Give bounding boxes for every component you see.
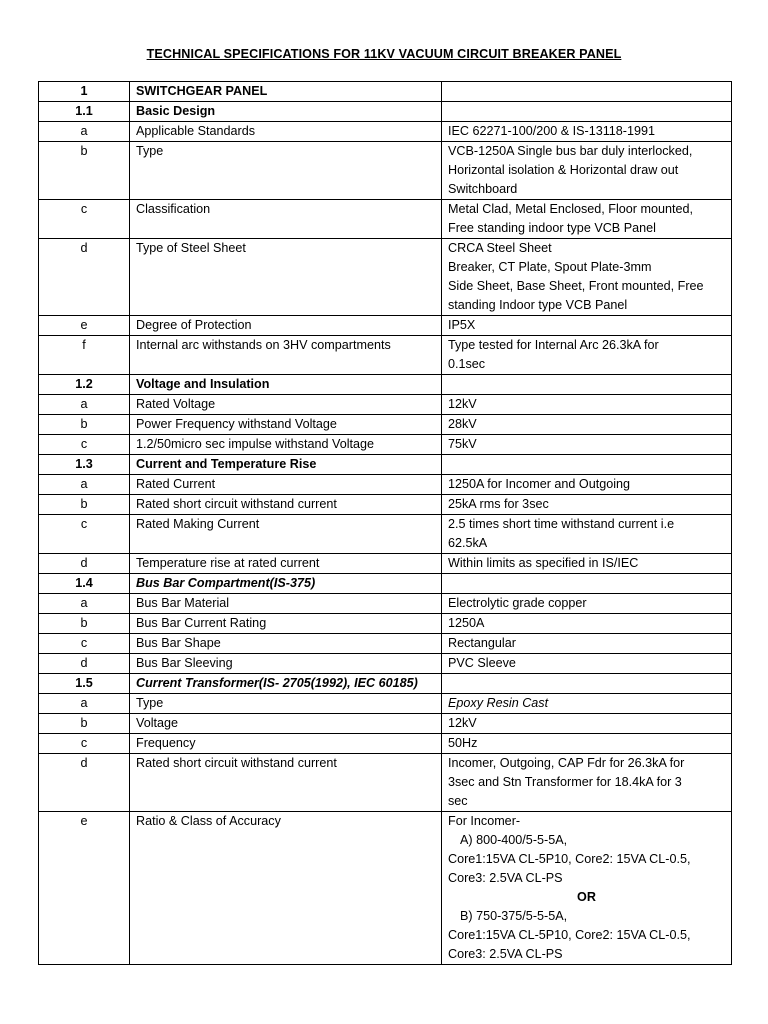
row-value: [442, 554, 732, 574]
row-value: [442, 395, 732, 415]
row-label: Type: [130, 142, 442, 200]
table-row: [39, 415, 732, 435]
row-number: a: [39, 475, 130, 495]
row-value: [442, 239, 732, 316]
table-row: [39, 554, 732, 574]
section-row: [39, 375, 732, 395]
value-line: Core3: 2.5VA CL-PS: [448, 871, 563, 885]
value-line: Breaker, CT Plate, Spout Plate-3mm: [448, 260, 652, 274]
value-line: Switchboard: [448, 182, 518, 196]
row-number: a: [39, 122, 130, 142]
value-line: B) 750-375/5-5-5A,: [460, 909, 568, 923]
value-line: 75kV: [448, 437, 477, 451]
value-line: For Incomer-: [448, 814, 521, 828]
spec-table-body: [39, 82, 732, 965]
row-label: Rated Voltage: [130, 395, 442, 415]
row-label: Bus Bar Sleeving: [130, 654, 442, 674]
row-number: c: [39, 634, 130, 654]
row-value: [442, 316, 732, 336]
row-label: Classification: [130, 200, 442, 239]
row-label: Type of Steel Sheet: [130, 239, 442, 316]
row-number: b: [39, 495, 130, 515]
row-value: [442, 336, 732, 375]
table-row: [39, 495, 732, 515]
row-value: [442, 714, 732, 734]
value-line: Rectangular: [448, 636, 516, 650]
row-value: [442, 574, 732, 594]
row-value: [442, 812, 732, 965]
row-value: [442, 200, 732, 239]
value-line: Within limits as specified in IS/IEC: [448, 556, 639, 570]
row-value: [442, 654, 732, 674]
row-label: Current Transformer(IS- 2705(1992), IEC 60185): [130, 674, 442, 694]
value-line: 28kV: [448, 417, 477, 431]
value-line: A) 800-400/5-5-5A,: [460, 833, 568, 847]
value-line: 62.5kA: [448, 536, 488, 550]
value-line: Type tested for Internal Arc 26.3kA for: [448, 338, 659, 352]
table-row: [39, 395, 732, 415]
row-label: Internal arc withstands on 3HV compartments: [130, 336, 442, 375]
table-row: [39, 336, 732, 375]
row-value: [442, 614, 732, 634]
table-row: [39, 316, 732, 336]
table-row: [39, 435, 732, 455]
table-row: [39, 142, 732, 200]
table-row: [39, 475, 732, 495]
value-line: CRCA Steel Sheet: [448, 241, 552, 255]
row-label: Degree of Protection: [130, 316, 442, 336]
row-label: Bus Bar Compartment(IS-375): [130, 574, 442, 594]
row-label: Basic Design: [130, 102, 442, 122]
row-value: [442, 142, 732, 200]
row-value: [442, 674, 732, 694]
table-row: [39, 515, 732, 554]
table-row: [39, 754, 732, 812]
row-number: 1: [39, 82, 130, 102]
table-row: [39, 812, 732, 965]
row-number: 1.5: [39, 674, 130, 694]
row-number: f: [39, 336, 130, 375]
row-value: [442, 634, 732, 654]
row-label: Bus Bar Current Rating: [130, 614, 442, 634]
row-number: c: [39, 435, 130, 455]
value-line: 1250A: [448, 616, 485, 630]
row-label: Current and Temperature Rise: [130, 455, 442, 475]
table-row: [39, 122, 732, 142]
value-line: Electrolytic grade copper: [448, 596, 587, 610]
row-number: b: [39, 614, 130, 634]
value-line: Free standing indoor type VCB Panel: [448, 221, 656, 235]
row-number: b: [39, 415, 130, 435]
row-label: Bus Bar Material: [130, 594, 442, 614]
row-value: [442, 122, 732, 142]
section-row: [39, 82, 732, 102]
row-label: Voltage: [130, 714, 442, 734]
row-value: [442, 495, 732, 515]
value-line: Side Sheet, Base Sheet, Front mounted, Free: [448, 279, 704, 293]
value-line: Core1:15VA CL-5P10, Core2: 15VA CL-0.5,: [448, 928, 691, 942]
table-row: [39, 734, 732, 754]
row-value: [442, 102, 732, 122]
row-number: c: [39, 200, 130, 239]
row-value: [442, 455, 732, 475]
value-line: Metal Clad, Metal Enclosed, Floor mounted,: [448, 202, 693, 216]
value-line: OR: [577, 890, 596, 904]
row-value: [442, 754, 732, 812]
row-label: Applicable Standards: [130, 122, 442, 142]
row-value: [442, 475, 732, 495]
value-line: PVC Sleeve: [448, 656, 516, 670]
row-number: c: [39, 734, 130, 754]
row-label: Rated short circuit withstand current: [130, 754, 442, 812]
row-number: d: [39, 554, 130, 574]
value-line: sec: [448, 794, 468, 808]
value-line: Core1:15VA CL-5P10, Core2: 15VA CL-0.5,: [448, 852, 691, 866]
row-number: d: [39, 754, 130, 812]
row-label: Frequency: [130, 734, 442, 754]
section-row: [39, 574, 732, 594]
table-row: [39, 200, 732, 239]
row-number: b: [39, 142, 130, 200]
row-number: d: [39, 239, 130, 316]
table-row: [39, 614, 732, 634]
table-row: [39, 714, 732, 734]
row-label: Rated Making Current: [130, 515, 442, 554]
row-number: 1.2: [39, 375, 130, 395]
section-row: [39, 674, 732, 694]
row-value: [442, 734, 732, 754]
value-line: IEC 62271-100/200 & IS-13118-1991: [448, 124, 656, 138]
row-number: e: [39, 812, 130, 965]
value-line: 0.1sec: [448, 357, 486, 371]
row-value: [442, 515, 732, 554]
value-line: 2.5 times short time withstand current i.e: [448, 517, 675, 531]
value-line: Incomer, Outgoing, CAP Fdr for 26.3kA for: [448, 756, 685, 770]
row-number: a: [39, 694, 130, 714]
row-label: Bus Bar Shape: [130, 634, 442, 654]
row-label: Ratio & Class of Accuracy: [130, 812, 442, 965]
row-value: [442, 82, 732, 102]
value-line: Horizontal isolation & Horizontal draw out: [448, 163, 679, 177]
value-line: standing Indoor type VCB Panel: [448, 298, 628, 312]
row-label: Rated short circuit withstand current: [130, 495, 442, 515]
table-row: [39, 634, 732, 654]
row-value: [442, 375, 732, 395]
row-number: e: [39, 316, 130, 336]
value-line: Epoxy Resin Cast: [448, 696, 549, 710]
row-number: a: [39, 395, 130, 415]
spec-table: [38, 81, 732, 965]
row-value: [442, 694, 732, 714]
value-line: VCB-1250A Single bus bar duly interlocked,: [448, 144, 693, 158]
row-label: 1.2/50micro sec impulse withstand Voltage: [130, 435, 442, 455]
value-line: 50Hz: [448, 736, 478, 750]
section-row: [39, 102, 732, 122]
value-line: 3sec and Stn Transformer for 18.4kA for 3: [448, 775, 682, 789]
row-label: Power Frequency withstand Voltage: [130, 415, 442, 435]
row-number: c: [39, 515, 130, 554]
value-line: 1250A for Incomer and Outgoing: [448, 477, 631, 491]
value-line: IP5X: [448, 318, 476, 332]
row-label: Type: [130, 694, 442, 714]
row-number: b: [39, 714, 130, 734]
row-label: SWITCHGEAR PANEL: [130, 82, 442, 102]
row-label: Temperature rise at rated current: [130, 554, 442, 574]
row-label: Voltage and Insulation: [130, 375, 442, 395]
document-title: TECHNICAL SPECIFICATIONS FOR 11KV VACUUM CIRCUIT BREAKER PANEL: [146, 47, 622, 61]
row-value: [442, 594, 732, 614]
value-line: Core3: 2.5VA CL-PS: [448, 947, 563, 961]
table-row: [39, 654, 732, 674]
row-number: 1.1: [39, 102, 130, 122]
row-label: Rated Current: [130, 475, 442, 495]
table-row: [39, 239, 732, 316]
table-row: [39, 594, 732, 614]
section-row: [39, 455, 732, 475]
row-number: 1.3: [39, 455, 130, 475]
value-line: 25kA rms for 3sec: [448, 497, 549, 511]
table-row: [39, 694, 732, 714]
row-number: a: [39, 594, 130, 614]
value-line: 12kV: [448, 397, 477, 411]
row-number: 1.4: [39, 574, 130, 594]
row-value: [442, 435, 732, 455]
row-number: d: [39, 654, 130, 674]
value-line: 12kV: [448, 716, 477, 730]
row-value: [442, 415, 732, 435]
